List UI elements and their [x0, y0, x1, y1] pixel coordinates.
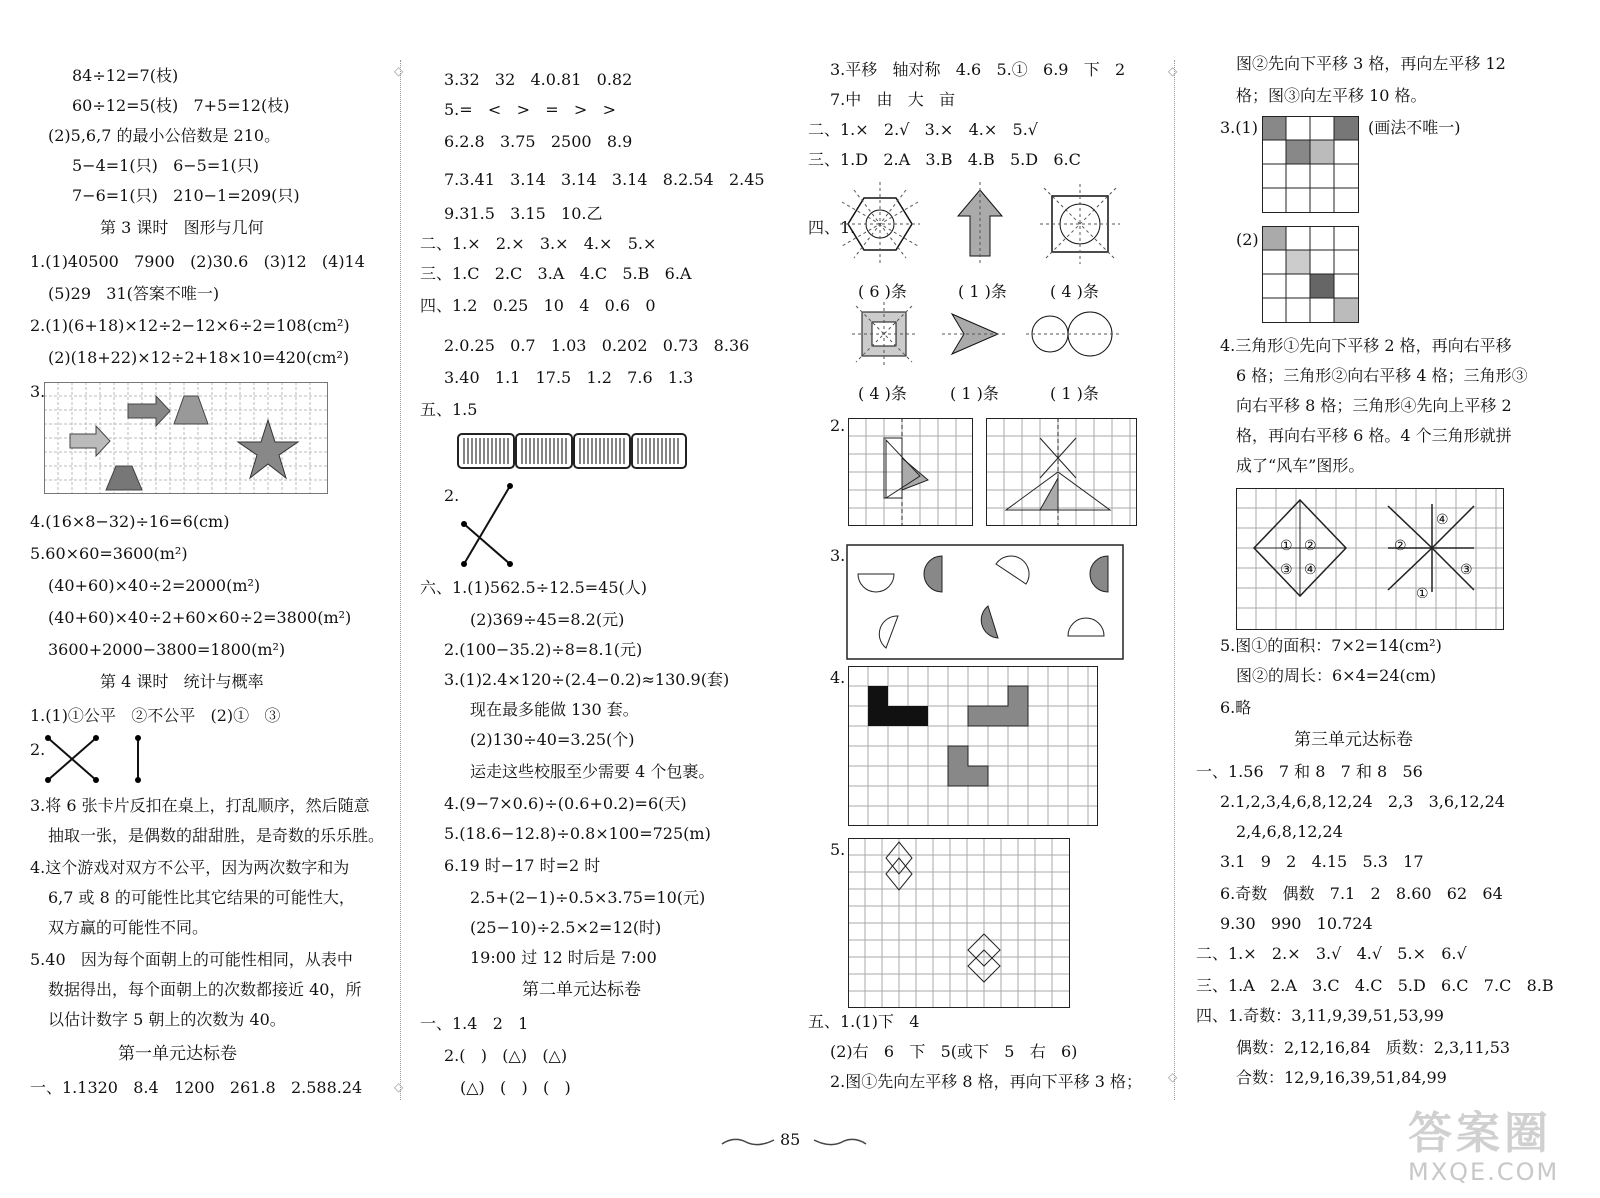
text-line: 运走这些校服至少需要 4 个包裹。 — [470, 762, 715, 781]
text-line: 三、1.D 2.A 3.B 4.B 5.D 6.C — [808, 150, 1081, 169]
text-line: 一、1.4 2 1 — [420, 1014, 529, 1033]
text-line: 3600+2000−3800=1800(m²) — [48, 640, 286, 659]
text-line: 5−4=1(只) 6−5=1(只) — [72, 156, 259, 175]
footer-ornament-right — [812, 1134, 868, 1150]
footer-ornament-left — [720, 1134, 776, 1150]
text-line: 7−6=1(只) 210−1=209(只) — [72, 186, 300, 205]
watermark-url: MXQE.COM — [1408, 1158, 1560, 1186]
text-line: 19:00 过 12 时后是 7:00 — [470, 948, 657, 967]
question-label: 3. — [830, 546, 846, 565]
text-line: 成了“风车”图形。 — [1236, 456, 1365, 475]
divider-ornament: ◇ — [1168, 1070, 1178, 1084]
text-line: 四、1.2 0.25 10 4 0.6 0 — [420, 296, 656, 315]
text-line: 三、1.C 2.C 3.A 4.C 5.B 6.A — [420, 264, 692, 283]
text-line: 六、1.(1)562.5÷12.5=45(人) — [420, 578, 648, 597]
question-label: 3. — [30, 382, 46, 401]
section-heading: 第一单元达标卷 — [118, 1044, 237, 1064]
text-line: 7.中 由 大 亩 — [830, 90, 956, 109]
triangle-label: ③ — [1280, 562, 1293, 578]
column-divider — [400, 60, 401, 1100]
answer-blank: ( 4 )条 — [858, 384, 907, 403]
text-line: 向右平移 8 格；三角形④先向上平移 2 — [1236, 396, 1512, 415]
divider-ornament: ◇ — [394, 1080, 404, 1094]
text-line: 6.2.8 3.75 2500 8.9 — [444, 132, 633, 151]
text-line: 二、1.× 2.× 3.√ 4.√ 5.× 6.√ — [1196, 944, 1467, 963]
text-line: 一、1.1320 8.4 1200 261.8 2.588.24 — [30, 1078, 363, 1097]
text-line: 合数：12,9,16,39,51,84,99 — [1236, 1068, 1447, 1087]
text-line: (2)130÷40=3.25(个) — [470, 730, 635, 749]
text-line: 3.32 32 4.0.81 0.82 — [444, 70, 633, 89]
triangle-label: ② — [1394, 538, 1407, 554]
answer-blank: ( 1 )条 — [950, 384, 999, 403]
text-line: 4.三角形①先向下平移 2 格，再向右平移 — [1220, 336, 1512, 355]
text-line: 三、1.A 2.A 3.C 4.C 5.D 6.C 7.C 8.B — [1196, 976, 1554, 995]
text-line: 5.(18.6−12.8)÷0.8×100=725(m) — [444, 824, 711, 843]
grid-drawing-1 — [1262, 116, 1360, 214]
text-line: 9.31.5 3.15 10.乙 — [444, 204, 603, 223]
text-line: 3.(1)2.4×120÷(2.4−0.2)≈130.9(套) — [444, 670, 730, 689]
matching-lines-figure — [44, 734, 154, 784]
text-line: 3.1 9 2 4.15 5.3 17 — [1220, 852, 1424, 871]
section-heading: 第二单元达标卷 — [522, 980, 641, 1000]
text-line: 2.( ) (△) (△) — [444, 1046, 568, 1065]
column-divider — [1174, 60, 1175, 1100]
triangle-label: ④ — [1304, 562, 1317, 578]
text-line: 二、1.× 2.√ 3.× 4.× 5.√ — [808, 120, 1038, 139]
text-line: 3.40 1.1 17.5 1.2 7.6 1.3 — [444, 368, 694, 387]
text-line: 6,7 或 8 的可能性比其它结果的可能性大， — [48, 888, 355, 907]
text-line: 2.0.25 0.7 1.03 0.202 0.73 8.36 — [444, 336, 750, 355]
triangle-label: ④ — [1436, 512, 1449, 528]
text-line: (2)369÷45=8.2(元) — [470, 610, 625, 629]
text-line: 五、1.5 — [420, 400, 478, 419]
watermark-logo: 答案圈 — [1408, 1108, 1552, 1159]
text-line: (25−10)÷2.5×2=12(时) — [470, 918, 662, 937]
text-line: 4.(16×8−32)÷16=6(cm) — [30, 512, 230, 531]
windmill-grid-figure — [1236, 488, 1504, 630]
matching-lines-figure — [456, 480, 526, 570]
text-line: 7.3.41 3.14 3.14 3.14 8.2.54 2.45 — [444, 170, 765, 189]
text-line: 6 格；三角形②向右平移 4 格；三角形③ — [1236, 366, 1528, 385]
section-heading: 第 3 课时 图形与几何 — [100, 218, 264, 237]
section-heading: 第三单元达标卷 — [1294, 730, 1413, 750]
divider-ornament: ◇ — [394, 64, 404, 78]
question-label: 四、1. — [808, 218, 856, 237]
text-line: 偶数：2,12,16,84 质数：2,3,11,53 — [1236, 1038, 1511, 1057]
text-line: 6.奇数 偶数 7.1 2 8.60 62 64 — [1220, 884, 1503, 903]
text-line: 抽取一张，是偶数的甜甜胜，是奇数的乐乐胜。 — [48, 826, 385, 845]
text-line: (△) ( ) ( ) — [460, 1078, 571, 1097]
text-line: 1.(1)40500 7900 (2)30.6 (3)12 (4)14 — [30, 252, 365, 271]
diamond-translation-grid — [848, 838, 1070, 1008]
text-line: 84÷12=7(枝) — [72, 66, 179, 85]
text-line: 四、1.奇数：3,11,9,39,51,53,99 — [1196, 1006, 1444, 1025]
half-circle-figure — [846, 544, 1126, 662]
text-line: 3.将 6 张卡片反扣在桌上，打乱顺序，然后随意 — [30, 796, 370, 815]
text-line: 2.(1)(6+18)×12÷2−12×6÷2=108(cm²) — [30, 316, 350, 335]
triangle-label: ① — [1416, 586, 1429, 602]
text-line: (40+60)×40÷2=2000(m²) — [48, 576, 261, 595]
section-heading: 第 4 课时 统计与概率 — [100, 672, 264, 691]
text-line: 5.图①的面积：7×2=14(cm²) — [1220, 636, 1442, 655]
question-label: 2. — [830, 416, 846, 435]
text-line: 1.(1)①公平 ②不公平 (2)① ③ — [30, 706, 281, 725]
text-line: 4.这个游戏对双方不公平，因为两次数字和为 — [30, 858, 350, 877]
text-line: 五、1.(1)下 4 — [808, 1012, 920, 1031]
text-line: (40+60)×40÷2+60×60÷2=3800(m²) — [48, 608, 352, 627]
answer-blank: ( 4 )条 — [1050, 282, 1099, 301]
question-label: 5. — [830, 840, 846, 859]
shape-grid-figure — [848, 666, 1098, 826]
text-line: 6.略 — [1220, 698, 1252, 717]
text-line: (5)29 31(答案不唯一) — [48, 284, 220, 303]
text-line: 9.30 990 10.724 — [1220, 914, 1373, 933]
text-line: (2)右 6 下 5(或下 5 右 6) — [830, 1042, 1078, 1061]
text-line: 5.40 因为每个面朝上的可能性相同，从表中 — [30, 950, 353, 969]
text-line: (2)5,6,7 的最小公倍数是 210。 — [48, 126, 281, 145]
question-label: 2. — [30, 740, 46, 759]
watermark — [1408, 1110, 1559, 1186]
question-label: 3.(1) — [1220, 118, 1258, 137]
text-line: 4.(9−7×0.6)÷(0.6+0.2)=6(天) — [444, 794, 687, 813]
text-line: 5.60×60=3600(m²) — [30, 544, 188, 563]
question-label: (2) — [1236, 230, 1259, 249]
text-line: 以估计数字 5 朝上的次数为 40。 — [48, 1010, 286, 1029]
text-line: 格，再向右平移 6 格。4 个三角形就拼 — [1236, 426, 1512, 445]
grid-drawing-2 — [1262, 226, 1360, 324]
text-line: 6.19 时−17 时=2 时 — [444, 856, 601, 875]
text-line: 格；图③向左平移 10 格。 — [1236, 86, 1427, 105]
text-line: 现在最多能做 130 套。 — [470, 700, 639, 719]
triangle-label: ② — [1304, 538, 1317, 554]
answer-blank: ( 6 )条 — [858, 282, 907, 301]
text-line: 双方赢的可能性不同。 — [48, 918, 209, 937]
text-line: 2.(100−35.2)÷8=8.1(元) — [444, 640, 643, 659]
triangle-label: ③ — [1460, 562, 1473, 578]
note-text: (画法不唯一) — [1368, 118, 1461, 137]
text-line: 2.5+(2−1)÷0.5×3.75=10(元) — [470, 888, 706, 907]
text-line: 数据得出，每个面朝上的次数都接近 40，所 — [48, 980, 362, 999]
answer-blank: ( 1 )条 — [958, 282, 1007, 301]
text-line: 3.平移 轴对称 4.6 5.① 6.9 下 2 — [830, 60, 1126, 79]
divider-ornament: ◇ — [1168, 64, 1178, 78]
text-line: 2,4,6,8,12,24 — [1236, 822, 1343, 841]
question-label: 2. — [444, 486, 460, 505]
axis-symmetry-grids — [848, 418, 1138, 528]
text-line: 图②的周长：6×4=24(cm) — [1236, 666, 1437, 685]
text-line: (2)(18+22)×12÷2+18×10=420(cm²) — [48, 348, 350, 367]
text-line: 60÷12=5(枝) 7+5=12(枝) — [72, 96, 290, 115]
text-line: 图②先向下平移 3 格，再向左平移 12 — [1236, 54, 1506, 73]
text-line: 2.1,2,3,4,6,8,12,24 2,3 3,6,12,24 — [1220, 792, 1505, 811]
question-label: 4. — [830, 668, 846, 687]
page-number: 85 — [780, 1130, 801, 1149]
text-line: 一、1.56 7 和 8 7 和 8 56 — [1196, 762, 1423, 781]
text-line: 二、1.× 2.× 3.× 4.× 5.× — [420, 234, 657, 253]
bar-model-figure — [456, 430, 688, 472]
text-line: 2.图①先向左平移 8 格，再向下平移 3 格； — [830, 1072, 1142, 1091]
translation-grid-figure — [44, 382, 328, 494]
text-line: 5.= < > = > > — [444, 100, 616, 119]
answer-blank: ( 1 )条 — [1050, 384, 1099, 403]
triangle-label: ① — [1280, 538, 1293, 554]
